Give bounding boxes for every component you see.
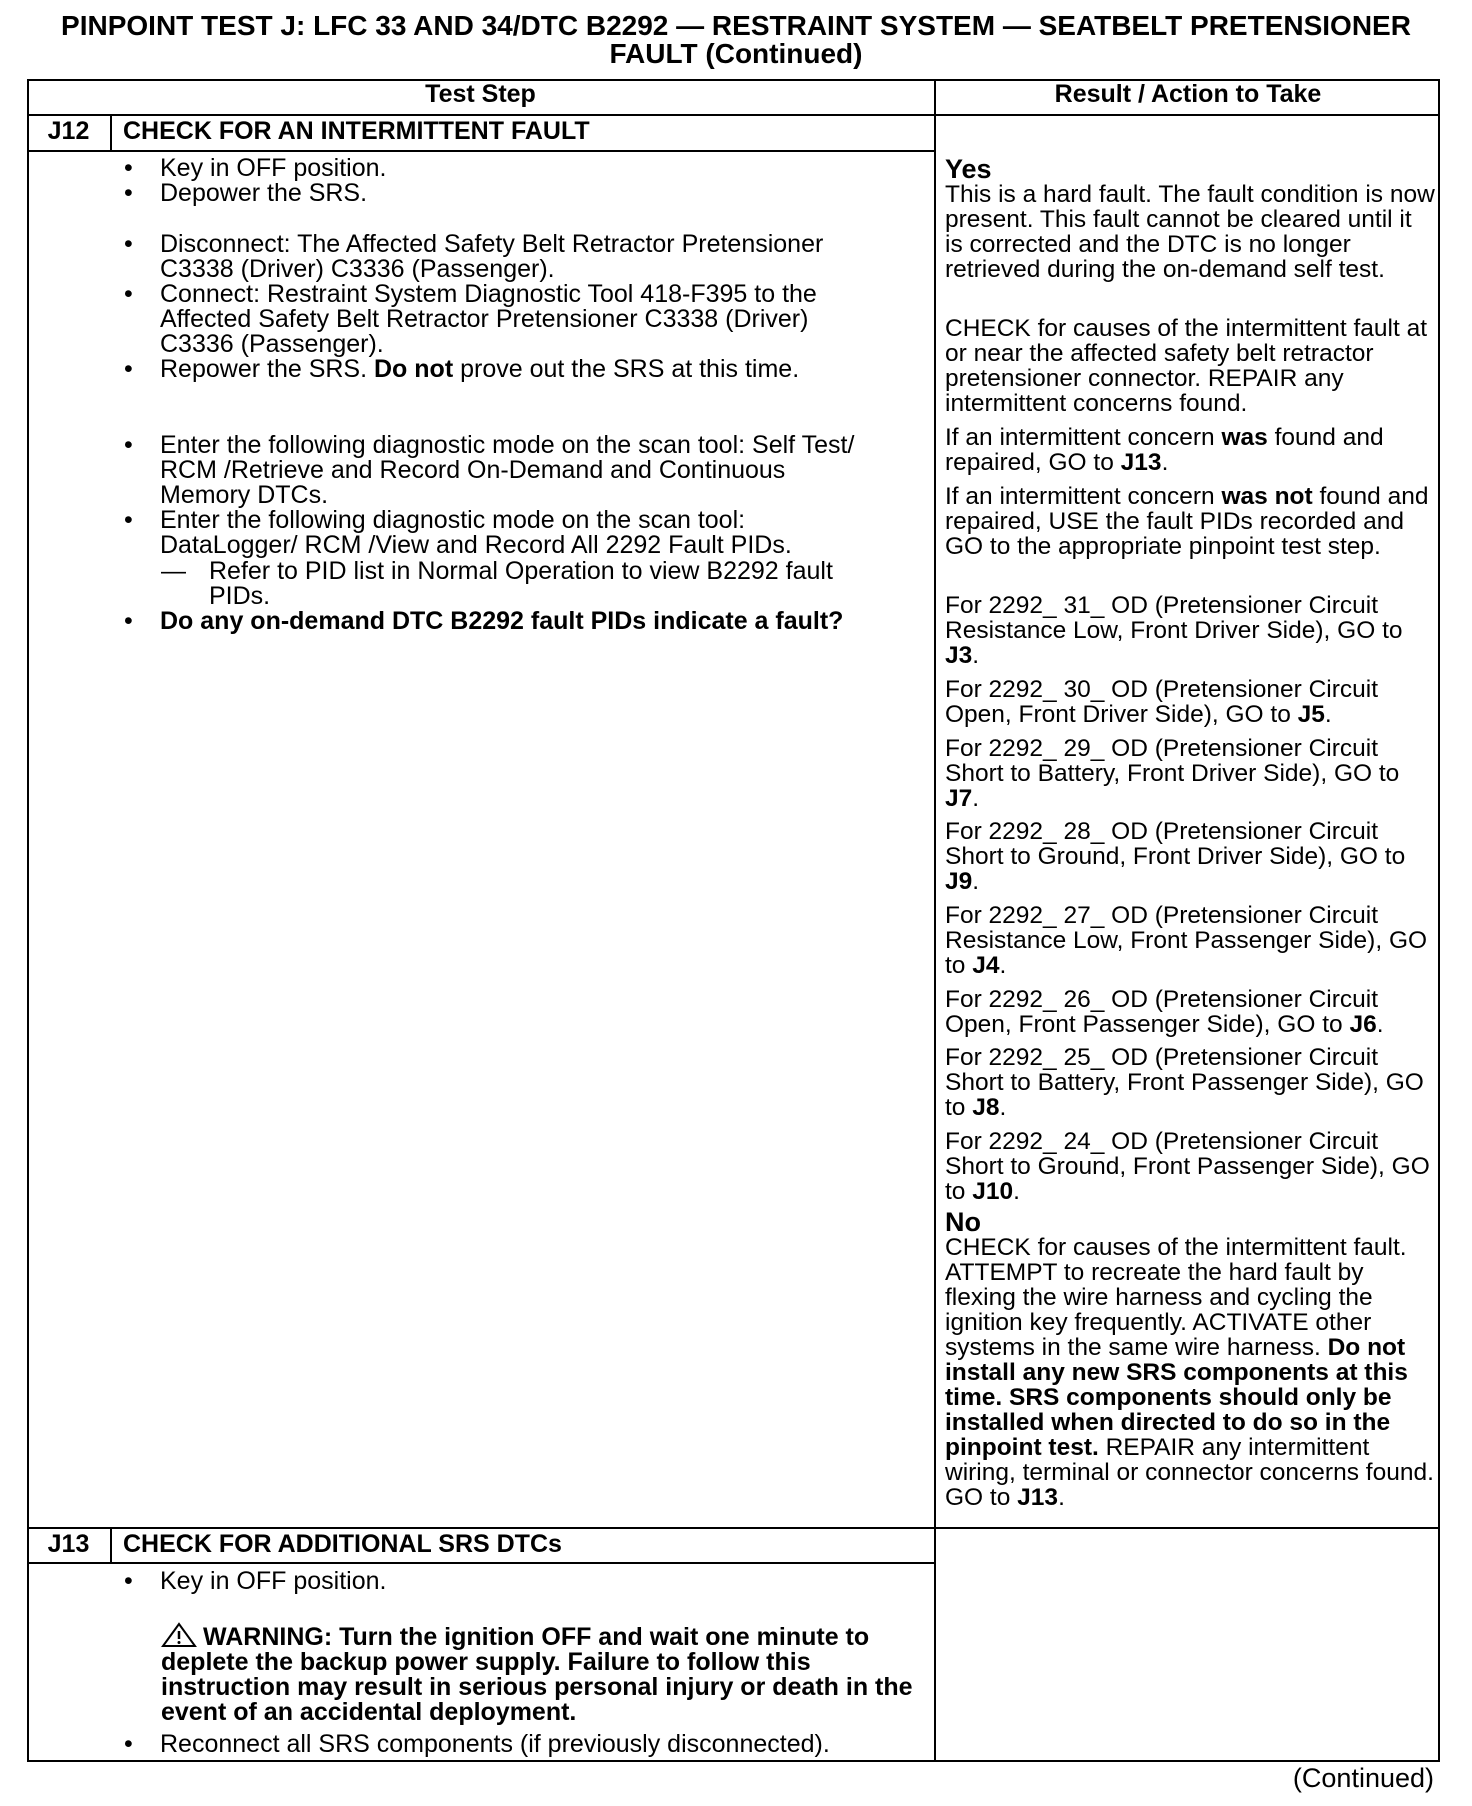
warning-triangle-icon	[161, 1622, 197, 1648]
warning-notice: WARNING: Turn the ignition OFF and wait one minute to deplete the backup power supply. Failure to follow this instruction may result in serious personal injury or death in the event of an accidental deployment.	[161, 1623, 913, 1726]
result-fault-28: For 2292_ 28_ OD (Pretensioner Circuit Short to Ground, Front Driver Side), GO to J9.	[945, 818, 1406, 895]
j13-step-id: J13	[47, 1530, 90, 1558]
title-line-1: PINPOINT TEST J: LFC 33 AND 34/DTC B2292 — RESTRAINT SYSTEM — SEATBELT PRETENSIONER	[61, 10, 1411, 41]
result-fault-24: For 2292_ 24_ OD (Pretensioner Circuit Short to Ground, Front Passenger Side), GO to J10.	[945, 1128, 1430, 1205]
result-fault-26: For 2292_ 26_ OD (Pretensioner Circuit Open, Front Passenger Side), GO to J6.	[945, 986, 1384, 1038]
result-yes-heading: Yes	[945, 154, 992, 184]
continued-label: (Continued)	[1292, 1763, 1434, 1793]
j12-step-id: J12	[47, 117, 90, 145]
j12-id-divider	[110, 114, 112, 151]
page-title	[0, 12, 1472, 68]
column-divider	[934, 79, 936, 1762]
result-fault-31: For 2292_ 31_ OD (Pretensioner Circuit Resistance Low, Front Driver Side), GO to J3.	[945, 592, 1403, 669]
j13-title-rule	[27, 1562, 936, 1564]
result-yes-p2: CHECK for causes of the intermittent fault at or near the affected safety belt retractor pretensioner connector. REPAIR any intermittent concerns found.	[945, 315, 1428, 417]
title-line-2: FAULT (Continued)	[609, 38, 863, 69]
header-test-step: Test Step	[425, 80, 536, 108]
result-fault-27: For 2292_ 27_ OD (Pretensioner Circuit Resistance Low, Front Passenger Side), GO to J4.	[945, 902, 1428, 979]
result-fault-25: For 2292_ 25_ OD (Pretensioner Circuit Short to Battery, Front Passenger Side), GO to J8.	[945, 1044, 1424, 1121]
result-no-body: CHECK for causes of the intermittent fault. ATTEMPT to recreate the hard fault by flexing the wire harness and cycling the ignition key frequently. ACTIVATE other systems in the same wire harness. Do not install any new SRS components at this time. SRS components should only be installed when directed to do so in the pinpoint test. REPAIR any intermittent wiring, terminal or connector concerns found. GO to J13.	[945, 1234, 1434, 1511]
j12-step-title: CHECK FOR AN INTERMITTENT FAULT	[123, 117, 590, 145]
j12-bottom-rule	[27, 1527, 1440, 1529]
result-no-heading: No	[945, 1207, 981, 1237]
result-fault-29: For 2292_ 29_ OD (Pretensioner Circuit Short to Battery, Front Driver Side), GO to J7.	[945, 735, 1400, 812]
result-fault-30: For 2292_ 30_ OD (Pretensioner Circuit Open, Front Driver Side), GO to J5.	[945, 676, 1379, 728]
header-rule	[27, 114, 1440, 116]
header-result: Result / Action to Take	[1054, 80, 1322, 108]
result-yes-p4: If an intermittent concern was not found and repaired, USE the fault PIDs recorded and GO to the appropriate pinpoint test step.	[945, 483, 1429, 560]
result-yes-p3: If an intermittent concern was found and repaired, GO to J13.	[945, 424, 1384, 476]
j13-id-divider	[110, 1527, 112, 1564]
j12-title-rule	[27, 150, 936, 152]
result-yes-p1: This is a hard fault. The fault condition is now present. This fault cannot be cleared until it is corrected and the DTC is no longer retrieved during the on-demand self test.	[945, 181, 1435, 283]
j13-step-title: CHECK FOR ADDITIONAL SRS DTCs	[123, 1530, 562, 1558]
